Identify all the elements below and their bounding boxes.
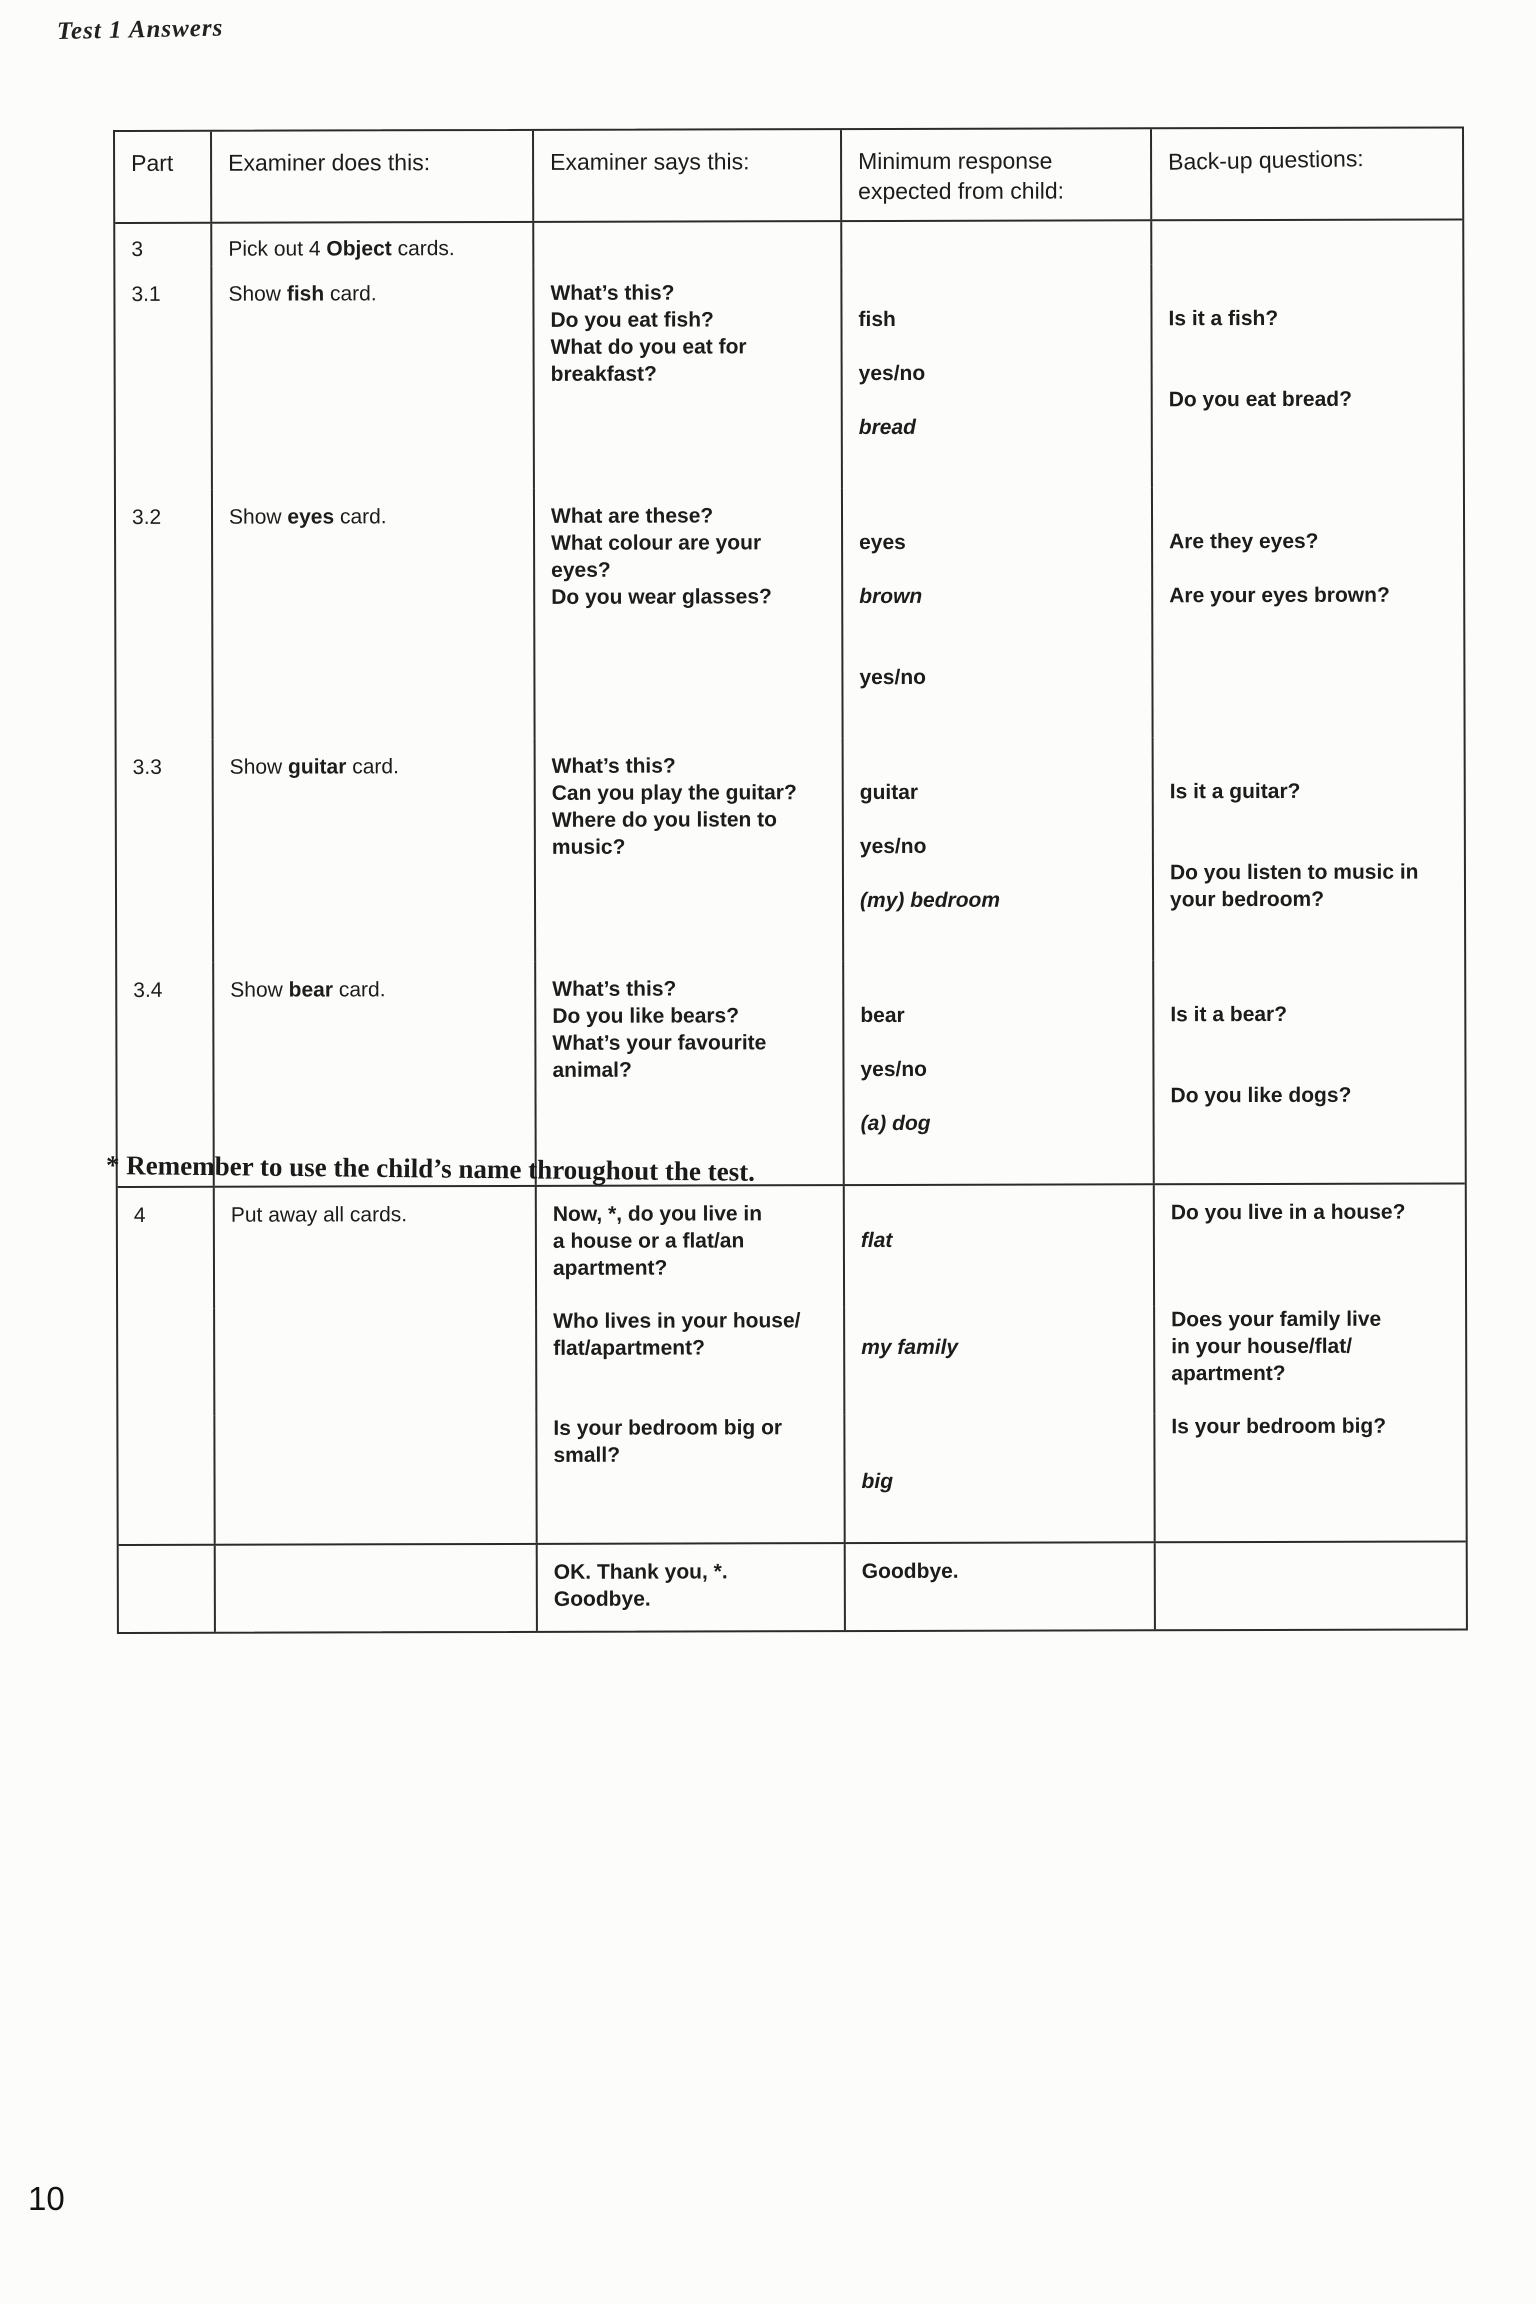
does-keyword: Object [326, 237, 392, 261]
minimum-response-cell [843, 1306, 1153, 1414]
row-part-3-2 [116, 486, 1464, 740]
backup-questions-cell [1150, 220, 1462, 264]
does-text: Show [228, 282, 287, 306]
examiner-does-cell [210, 266, 533, 490]
does-text: cards. [391, 237, 455, 261]
does-text: card. [324, 282, 377, 306]
does-keyword: bear [288, 978, 334, 1002]
part-number [118, 1309, 213, 1416]
backup-line: Do you like dogs? [1170, 1083, 1352, 1108]
response-line: (a) dog [860, 1111, 931, 1136]
response-line: fish [858, 307, 896, 332]
response-line: flat [860, 1228, 893, 1253]
backup-line: Do you listen to music in your bedroom? [1169, 860, 1419, 912]
response-line: yes/no [859, 834, 927, 859]
does-keyword: guitar [288, 755, 347, 779]
examiner-says-cell [532, 222, 840, 266]
examiner-says-cell: Now, *, do you live in a house or a flat/an apartment? [535, 1186, 843, 1308]
backup-line: Is it a fish? [1168, 306, 1279, 331]
examiner-does-cell: Put away all cards. [213, 1187, 535, 1309]
part-number [119, 1546, 214, 1632]
backup-questions-cell [1152, 736, 1465, 960]
backup-line: Is it a bear? [1170, 1002, 1288, 1027]
examiner-does-cell [211, 489, 534, 740]
minimum-response-cell [842, 737, 1153, 961]
does-text: Show [230, 978, 289, 1002]
examiner-says-cell: What’s this? Do you like bears? What’s your favourite animal? [534, 961, 843, 1185]
column-header-examiner-says: Examiner says this: [532, 130, 840, 221]
backup-questions-cell [1152, 959, 1465, 1183]
backup-questions-cell [1150, 263, 1463, 487]
response-line: bear [860, 1003, 905, 1028]
section-part-4 [118, 1182, 1466, 1544]
section-closing [119, 1540, 1466, 1632]
backup-line: Are your eyes brown? [1169, 583, 1390, 608]
response-line: yes/no [860, 1057, 928, 1082]
row-part-4-group-1 [118, 1184, 1465, 1309]
table-header-row [115, 128, 1462, 222]
does-text: card. [346, 755, 399, 779]
minimum-response-cell [840, 221, 1150, 265]
column-header-part: Part [131, 149, 174, 176]
backup-line: Do you eat bread? [1168, 387, 1352, 412]
minimum-response-cell [843, 1185, 1153, 1307]
examiner-does-cell [213, 1308, 535, 1416]
examiner-does-cell [214, 1545, 536, 1632]
response-line: big [861, 1469, 894, 1494]
backup-questions-cell: Does your family live in your house/flat/ apartment? [1153, 1305, 1465, 1413]
row-closing [119, 1542, 1466, 1632]
does-keyword: fish [286, 282, 325, 306]
row-part-4-group-3 [118, 1412, 1465, 1544]
examiner-does-cell [213, 1415, 535, 1544]
backup-questions-cell: Do you live in a house? [1153, 1184, 1465, 1306]
backup-header-label: Back-up questions: [1167, 145, 1364, 175]
examiner-says-cell: Is your bedroom big or small? [535, 1414, 843, 1543]
part-number [118, 1416, 213, 1544]
response-line: yes/no [858, 361, 926, 386]
minimum-response-cell [841, 487, 1152, 738]
examiner-says-cell: OK. Thank you, *. Goodbye. [536, 1544, 844, 1631]
response-line: bread [858, 415, 916, 440]
examiner-does-cell [210, 223, 532, 267]
response-line: guitar [859, 780, 919, 805]
part-number: 3 [131, 237, 144, 261]
minimum-response-cell [843, 1413, 1153, 1542]
examiner-says-cell: What’s this? Can you play the guitar? Where do you listen to music? [534, 738, 843, 962]
does-text: Pick out 4 [228, 237, 327, 261]
row-part-4-group-2 [118, 1305, 1465, 1416]
column-header-minimum-response: Minimum response expected from child: [840, 129, 1150, 220]
page-number: 10 [28, 2180, 65, 2217]
does-text: Show [228, 505, 288, 529]
does-text: card. [332, 978, 386, 1002]
part-number: 3.4 [133, 978, 163, 1002]
column-header-backup-questions [1150, 128, 1462, 219]
response-line: eyes [859, 530, 906, 555]
does-text: Show [229, 755, 289, 779]
minimum-response-cell [840, 264, 1151, 488]
column-header-examiner-does: Examiner does this: [210, 131, 532, 222]
response-line: my family [861, 1335, 959, 1360]
section-part-3 [115, 218, 1465, 1186]
backup-questions-cell: Is your bedroom big? [1153, 1412, 1465, 1541]
row-part-3-intro [115, 220, 1462, 267]
backup-questions-cell [1154, 1542, 1466, 1629]
examiner-says-cell: What’s this? Do you eat fish? What do you eat for breakfast? [532, 265, 841, 489]
does-keyword: eyes [287, 505, 335, 529]
table-header-section [115, 128, 1462, 222]
response-line: (my) bedroom [859, 888, 1001, 913]
response-line: yes/no [859, 665, 926, 690]
examiner-says-cell: Who lives in your house/ flat/apartment? [535, 1307, 843, 1415]
does-text: card. [334, 505, 387, 529]
backup-line: Are they eyes? [1169, 529, 1319, 554]
backup-questions-cell [1151, 486, 1464, 737]
part-number: 3.1 [131, 282, 161, 306]
minimum-response-cell: Goodbye. [844, 1543, 1154, 1630]
response-line: brown [859, 584, 923, 609]
examiner-answer-table [113, 126, 1468, 1634]
examiner-does-cell [212, 739, 535, 963]
part-number: 4 [133, 1203, 146, 1227]
row-part-3-1 [115, 263, 1463, 490]
backup-line: Is it a guitar? [1169, 779, 1301, 804]
running-head: Test 1 Answers [56, 14, 224, 45]
footnote: * Remember to use the child’s name throughout the test. [105, 1150, 756, 1187]
row-part-3-3 [117, 736, 1465, 963]
part-number: 3.3 [132, 755, 162, 779]
minimum-response-cell [842, 960, 1153, 1184]
examiner-says-cell: What are these? What colour are your eyes? Do you wear glasses? [533, 488, 842, 739]
part-number: 3.2 [131, 505, 162, 529]
